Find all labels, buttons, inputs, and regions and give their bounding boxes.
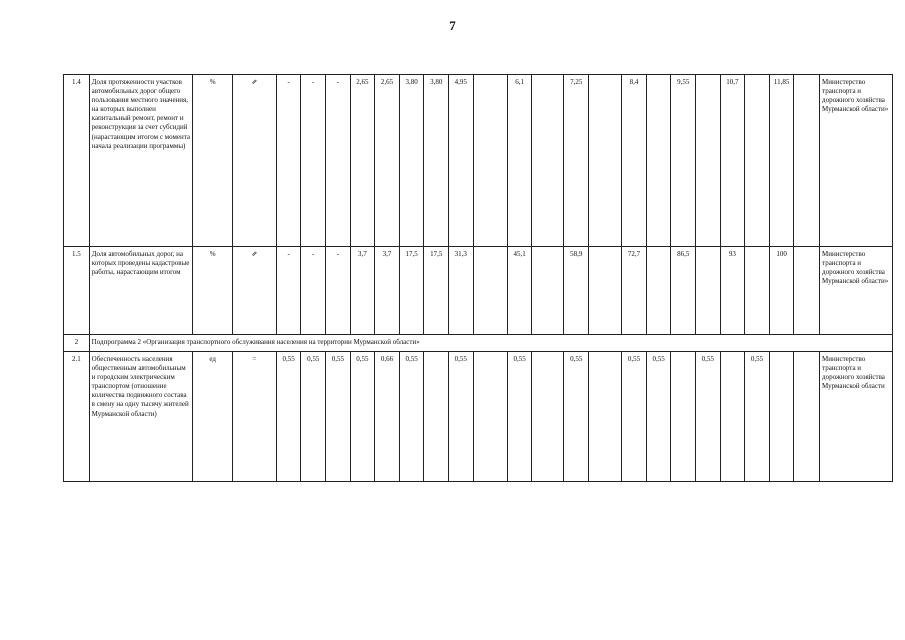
row-number: 1.4 [64,75,90,247]
responsible-cell: Министерство транспорта и дорожного хозяйства Мурманской области» [820,75,893,247]
value-cell [532,247,564,335]
value-cell [646,75,671,247]
value-cell [794,352,820,482]
value-cell: 0,55 [350,352,375,482]
table-row [64,75,893,247]
value-cell: - [276,75,301,247]
trend-icon: ⇗ [232,75,276,247]
row-number: 2.1 [64,352,90,482]
indicator-name: Доля автомобильных дорог, на которых проведены кадастровые работы, нарастающим итогом [89,247,193,335]
value-cell: 0,55 [326,352,351,482]
unit-cell: % [193,75,233,247]
value-cell [794,75,820,247]
value-cell: 0,55 [745,352,770,482]
value-cell [671,352,696,482]
value-cell [769,352,794,482]
table-row [64,352,893,482]
trend-icon: ⇗ [232,247,276,335]
value-cell [424,352,449,482]
value-cell [532,352,564,482]
table-row [64,247,893,335]
value-cell: 2,65 [375,75,400,247]
row-number: 2 [64,335,90,352]
value-cell [745,247,770,335]
responsible-cell: Министерство транспорта и дорожного хозяйства Мурманской области» [820,247,893,335]
value-cell: 86,5 [671,247,696,335]
value-cell: 3,7 [375,247,400,335]
page-number: 7 [449,18,456,33]
value-cell [646,247,671,335]
value-cell [696,247,721,335]
value-cell [473,75,507,247]
value-cell: 0,55 [564,352,589,482]
value-cell: 0,66 [375,352,400,482]
value-cell: 0,55 [622,352,647,482]
value-cell [589,247,622,335]
trend-icon: = [232,352,276,482]
value-cell: 4,95 [448,75,473,247]
unit-cell: % [193,247,233,335]
value-cell [589,75,622,247]
value-cell: 7,25 [564,75,589,247]
value-cell [696,75,721,247]
responsible-cell: Министерство транспорта и дорожного хозяйства Мурманской области [820,352,893,482]
value-cell: 8,4 [622,75,647,247]
value-cell: 9,55 [671,75,696,247]
value-cell: 3,80 [399,75,424,247]
subprogram-title: Подпрограмма 2 «Организация транспортного обслуживания населения на территории Мурманской области» [89,335,892,352]
value-cell: 0,55 [507,352,532,482]
value-cell: 0,55 [696,352,721,482]
value-cell: 3,80 [424,75,449,247]
value-cell [589,352,622,482]
indicator-name: Доля протяженности участков автомобильных дорог общего пользования местного значения, на которых выполнен капитальный ремонт, ремонт и реконструкция за счет субсидий (нарастающим итогом с момента начала реализации программы) [89,75,193,247]
value-cell: 17,5 [399,247,424,335]
value-cell: - [276,247,301,335]
value-cell: 45,1 [507,247,532,335]
value-cell: 93 [720,247,745,335]
value-cell: 0,55 [276,352,301,482]
value-cell: 0,55 [301,352,326,482]
value-cell: 17,5 [424,247,449,335]
value-cell: 3,7 [350,247,375,335]
value-cell [794,247,820,335]
value-cell [720,352,745,482]
value-cell: 10,7 [720,75,745,247]
value-cell [745,75,770,247]
value-cell: 0,55 [646,352,671,482]
value-cell: 2,65 [350,75,375,247]
value-cell: 31,3 [448,247,473,335]
value-cell [473,247,507,335]
value-cell: 72,7 [622,247,647,335]
value-cell: - [326,247,351,335]
value-cell: - [301,247,326,335]
value-cell: 100 [769,247,794,335]
indicator-name: Обеспеченность населения общественным автомобильным и городским электрическим транспортом (отношение количества подвижного состава в смену на одну тысячу жителей Мурманской области) [89,352,193,482]
value-cell: 0,55 [399,352,424,482]
row-number: 1.5 [64,247,90,335]
value-cell: 0,55 [448,352,473,482]
unit-cell: ед [193,352,233,482]
table-row [64,335,893,352]
value-cell: 6,1 [507,75,532,247]
value-cell: 11,85 [769,75,794,247]
value-cell [532,75,564,247]
indicators-table [63,74,893,482]
value-cell: - [301,75,326,247]
value-cell: - [326,75,351,247]
value-cell [473,352,507,482]
value-cell: 58,9 [564,247,589,335]
